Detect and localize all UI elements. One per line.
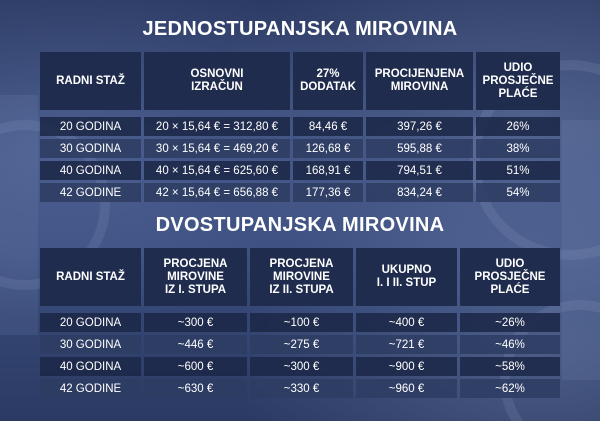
cell-work-years: 42 GODINE (40, 379, 141, 398)
cell-second-pillar: ~275 € (250, 335, 353, 354)
cell-supplement: 84,46 € (293, 117, 363, 136)
table-row (40, 357, 560, 376)
header-27-percent-supplement: 27% DODATAK (293, 52, 363, 110)
cell-first-pillar: ~446 € (144, 335, 247, 354)
two-pillar-table (40, 248, 560, 398)
cell-work-years: 30 GODINA (40, 335, 141, 354)
table-row (40, 161, 560, 180)
cell-work-years: 20 GODINA (40, 117, 141, 136)
header-basic-calculation: OSNOVNI IZRAČUN (144, 52, 290, 110)
cell-salary-share: 54% (476, 183, 560, 202)
cell-salary-share: 38% (476, 139, 560, 158)
cell-first-pillar: ~600 € (144, 357, 247, 376)
table-row (40, 139, 560, 158)
cell-estimated-pension: 834,24 € (366, 183, 473, 202)
cell-basic-calculation: 42 × 15,64 € = 656,88 € (144, 183, 290, 202)
cell-work-years: 40 GODINA (40, 161, 141, 180)
section2-title: DVOSTUPANJSKA MIROVINA (155, 214, 445, 236)
header-total-pillars: UKUPNO I. I II. STUP (356, 248, 457, 306)
cell-salary-share: 51% (476, 161, 560, 180)
table-row (40, 313, 560, 332)
table-row (40, 117, 560, 136)
section1-title: JEDNOSTUPANJSKA MIROVINA (142, 18, 458, 40)
cell-work-years: 20 GODINA (40, 313, 141, 332)
header-work-years: RADNI STAŽ (40, 52, 141, 110)
cell-estimated-pension: 794,51 € (366, 161, 473, 180)
single-pillar-table (40, 52, 560, 202)
cell-total: ~721 € (356, 335, 457, 354)
cell-salary-share: ~58% (460, 357, 560, 376)
cell-supplement: 168,91 € (293, 161, 363, 180)
cell-basic-calculation: 40 × 15,64 € = 625,60 € (144, 161, 290, 180)
cell-salary-share: ~62% (460, 379, 560, 398)
cell-estimated-pension: 595,88 € (366, 139, 473, 158)
cell-salary-share: 26% (476, 117, 560, 136)
cell-total: ~960 € (356, 379, 457, 398)
table-row (40, 379, 560, 398)
cell-basic-calculation: 30 × 15,64 € = 469,20 € (144, 139, 290, 158)
table-row (40, 183, 560, 202)
cell-total: ~400 € (356, 313, 457, 332)
header-first-pillar-estimate: PROCJENA MIROVINE IZ I. STUPA (144, 248, 247, 306)
cell-basic-calculation: 20 × 15,64 € = 312,80 € (144, 117, 290, 136)
table-header-row (40, 52, 560, 110)
header-work-years: RADNI STAŽ (40, 248, 141, 306)
cell-first-pillar: ~630 € (144, 379, 247, 398)
cell-second-pillar: ~330 € (250, 379, 353, 398)
header-average-salary-share: UDIO PROSJEČNE PLAĆE (460, 248, 560, 306)
cell-total: ~900 € (356, 357, 457, 376)
cell-work-years: 42 GODINE (40, 183, 141, 202)
cell-first-pillar: ~300 € (144, 313, 247, 332)
cell-work-years: 40 GODINA (40, 357, 141, 376)
cell-second-pillar: ~300 € (250, 357, 353, 376)
header-average-salary-share: UDIO PROSJEČNE PLAĆE (476, 52, 560, 110)
cell-salary-share: ~46% (460, 335, 560, 354)
header-second-pillar-estimate: PROCJENA MIROVINE IZ II. STUPA (250, 248, 353, 306)
table-row (40, 335, 560, 354)
table-header-row (40, 248, 560, 306)
cell-work-years: 30 GODINA (40, 139, 141, 158)
cell-estimated-pension: 397,26 € (366, 117, 473, 136)
header-estimated-pension: PROCIJENJENA MIROVINA (366, 52, 473, 110)
cell-supplement: 177,36 € (293, 183, 363, 202)
cell-second-pillar: ~100 € (250, 313, 353, 332)
cell-supplement: 126,68 € (293, 139, 363, 158)
cell-salary-share: ~26% (460, 313, 560, 332)
